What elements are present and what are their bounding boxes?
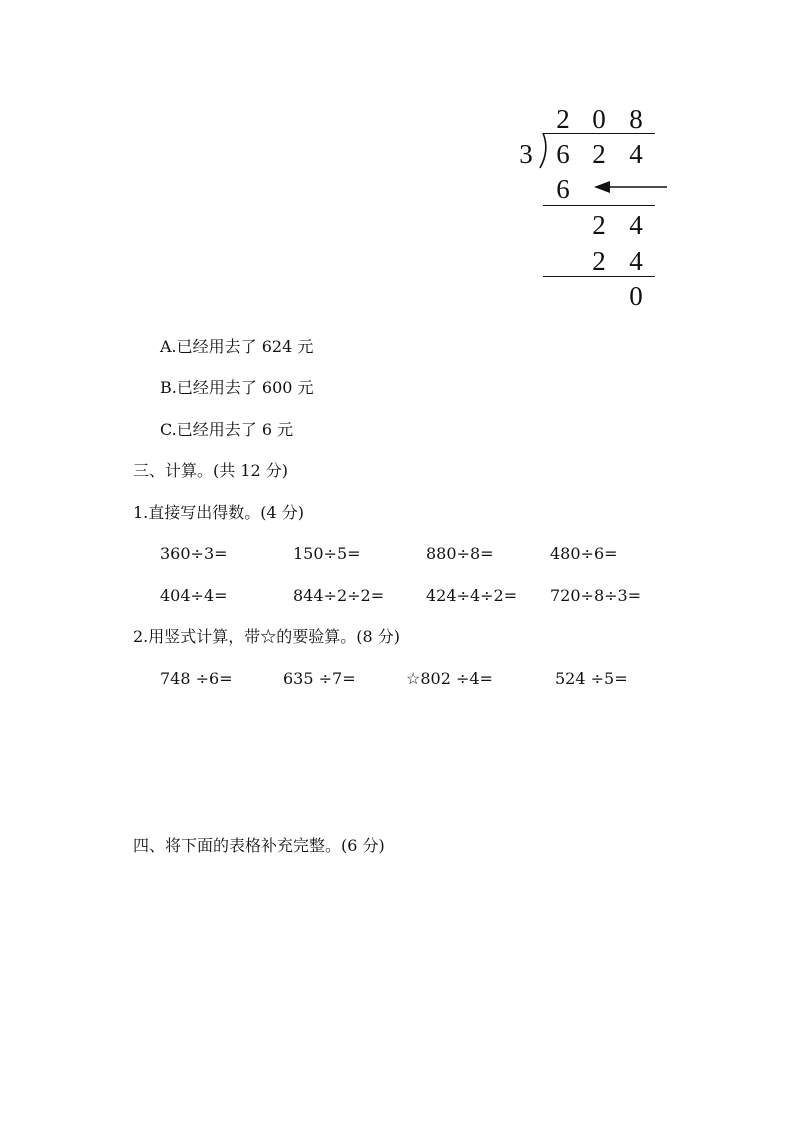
dividend-digit: 2	[592, 139, 606, 169]
oral-problem: 720÷8÷3=	[550, 586, 642, 605]
written-problem: 524 ÷5=	[555, 669, 628, 688]
step-rule	[543, 205, 655, 206]
dividend-digit: 6	[556, 139, 570, 169]
section-4-title: 四、将下面的表格补充完整。(6 分)	[133, 836, 385, 855]
option-b: B.已经用去了 600 元	[160, 378, 314, 397]
remainder: 0	[629, 281, 643, 311]
written-problem: 748 ÷6=	[160, 669, 233, 688]
oral-problem: 844÷2÷2=	[293, 586, 385, 605]
oral-problem: 880÷8=	[426, 544, 494, 563]
option-a: A.已经用去了 624 元	[160, 337, 314, 356]
written-problem: 635 ÷7=	[283, 669, 356, 688]
written-problem: ☆802 ÷4=	[406, 669, 493, 688]
step-digit: 4	[629, 210, 643, 240]
oral-problem: 404÷4=	[160, 586, 228, 605]
divisor: 3	[519, 139, 533, 169]
oral-problem: 424÷4÷2=	[426, 586, 518, 605]
step-digit: 4	[629, 246, 643, 276]
step-digit: 2	[592, 210, 606, 240]
oral-problem: 480÷6=	[550, 544, 618, 563]
division-bracket	[540, 133, 546, 168]
section-3-title: 三、计算。(共 12 分)	[133, 461, 289, 480]
quotient-digit: 8	[629, 104, 643, 134]
quotient-digit: 2	[556, 104, 570, 134]
oral-problem: 150÷5=	[293, 544, 361, 563]
option-c: C.已经用去了 6 元	[160, 420, 294, 439]
step-rule	[543, 276, 655, 277]
question-2-title: 2.用竖式计算，带☆的要验算。(8 分)	[133, 627, 401, 646]
arrow-head-icon	[594, 181, 610, 193]
dividend-digit: 4	[629, 139, 643, 169]
question-1-title: 1.直接写出得数。(4 分)	[133, 503, 305, 522]
quotient-digit: 0	[592, 104, 606, 134]
step-digit: 2	[592, 246, 606, 276]
oral-problem: 360÷3=	[160, 544, 228, 563]
step-digit: 6	[556, 174, 570, 204]
